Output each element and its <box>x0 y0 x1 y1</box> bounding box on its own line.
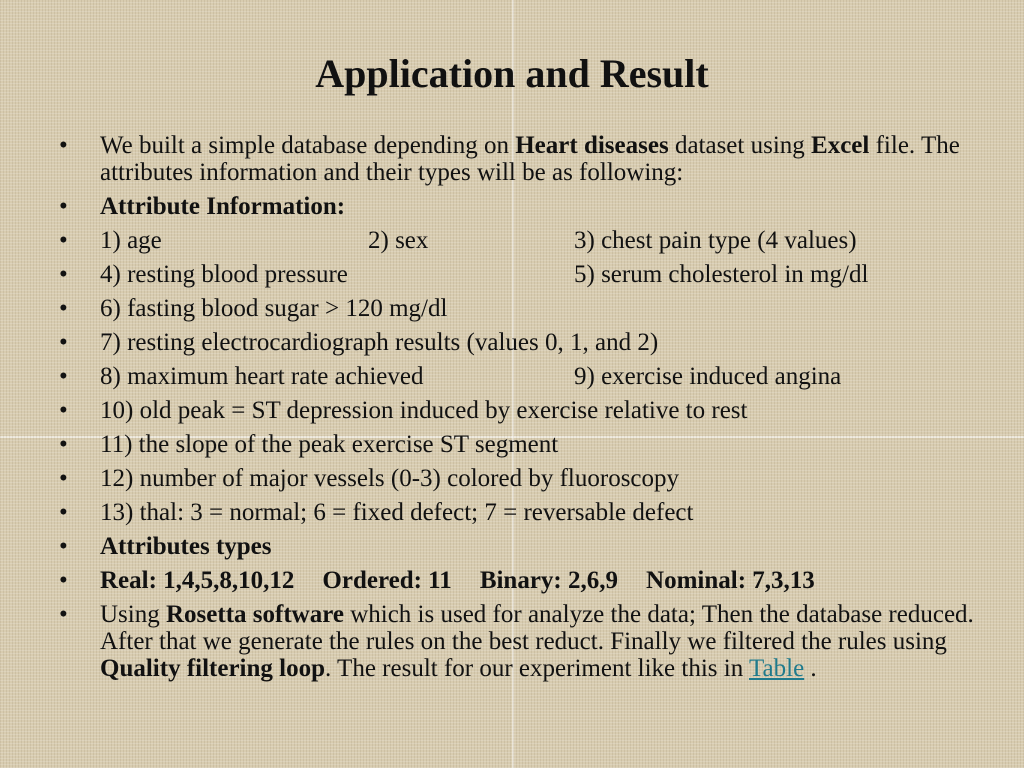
attr-max-heart-rate: 8) maximum heart rate achieved <box>100 363 424 390</box>
attribute-information-heading: Attribute Information: <box>100 193 346 220</box>
intro-text-2: dataset using <box>668 132 812 159</box>
closing-bold-rosetta: Rosetta software <box>165 601 344 628</box>
bullet-dot: • <box>59 329 68 356</box>
bullet-dot: • <box>59 261 68 288</box>
attr-slope: 11) the slope of the peak exercise ST segment <box>100 431 559 458</box>
bullet-attr-10 <box>55 397 975 424</box>
attr-age: 1) age <box>100 227 162 254</box>
closing-text-3: . The result for our experiment like this in <box>325 655 749 682</box>
attr-thal: 13) thal: 3 = normal; 6 = fixed defect; 7 = reversable defect <box>100 499 694 526</box>
bullet-dot: • <box>59 363 68 390</box>
bullet-dot: • <box>59 499 68 526</box>
bullet-dot: • <box>59 397 68 424</box>
bullet-attr-1-3 <box>55 227 975 254</box>
bullet-dot: • <box>59 193 68 220</box>
bullet-dot: • <box>59 465 68 492</box>
table-link[interactable]: Table <box>749 655 805 682</box>
bullet-dot: • <box>59 227 68 254</box>
bullet-closing <box>55 601 975 682</box>
bullet-attr-13 <box>55 499 975 526</box>
attr-vessels: 12) number of major vessels (0-3) colored by fluoroscopy <box>100 465 680 492</box>
closing-text-1: Using <box>100 601 166 628</box>
slide-title: Application and Result <box>315 51 709 96</box>
bullet-attr-7 <box>55 329 975 356</box>
types-real: Real: 1,4,5,8,10,12 <box>100 567 295 594</box>
bullet-attr-6 <box>55 295 975 322</box>
intro-bold-heart-diseases: Heart diseases <box>515 132 669 159</box>
bullet-types-heading <box>55 533 975 560</box>
types-binary: Binary: 2,6,9 <box>479 567 619 594</box>
attr-resting-bp: 4) resting blood pressure <box>100 261 348 288</box>
intro-text-3: file. The attributes information and their types will be as following: <box>100 132 960 186</box>
intro-text-1: We built a simple database depending on <box>100 132 516 159</box>
types-nominal: Nominal: 7,3,13 <box>646 567 815 594</box>
attr-sex: 2) sex <box>368 227 429 254</box>
closing-bold-quality-loop: Quality filtering loop <box>100 655 325 682</box>
attr-fasting-sugar: 6) fasting blood sugar > 120 mg/dl <box>100 295 448 322</box>
bullet-attr-heading <box>55 193 975 220</box>
intro-bold-excel: Excel <box>811 132 870 159</box>
bullet-attr-12 <box>55 465 975 492</box>
attr-oldpeak: 10) old peak = ST depression induced by exercise relative to rest <box>100 397 748 424</box>
closing-text-4: . <box>804 655 817 682</box>
bullet-dot: • <box>59 132 68 159</box>
bullet-dot: • <box>59 431 68 458</box>
bullet-attr-8-9 <box>55 363 975 390</box>
bullet-intro <box>55 132 975 186</box>
closing-text-2: which is used for analyze the data; Then the database reduced. After that we generate the rules on the best reduct. Finally we filtered the rules using <box>100 601 974 655</box>
types-ordered: Ordered: 11 <box>322 567 452 594</box>
attr-ecg: 7) resting electrocardiograph results (values 0, 1, and 2) <box>100 329 659 356</box>
attr-angina: 9) exercise induced angina <box>574 363 842 390</box>
bullet-list <box>55 132 975 689</box>
bullet-attr-4-5 <box>55 261 975 288</box>
bullet-dot: • <box>59 567 68 594</box>
attributes-types-heading: Attributes types <box>100 533 272 560</box>
bullet-attr-11 <box>55 431 975 458</box>
attr-cholesterol: 5) serum cholesterol in mg/dl <box>574 261 869 288</box>
bullet-dot: • <box>59 601 68 628</box>
bullet-dot: • <box>59 295 68 322</box>
attr-chest-pain: 3) chest pain type (4 values) <box>574 227 857 254</box>
bullet-types <box>55 567 975 594</box>
bullet-dot: • <box>59 533 68 560</box>
